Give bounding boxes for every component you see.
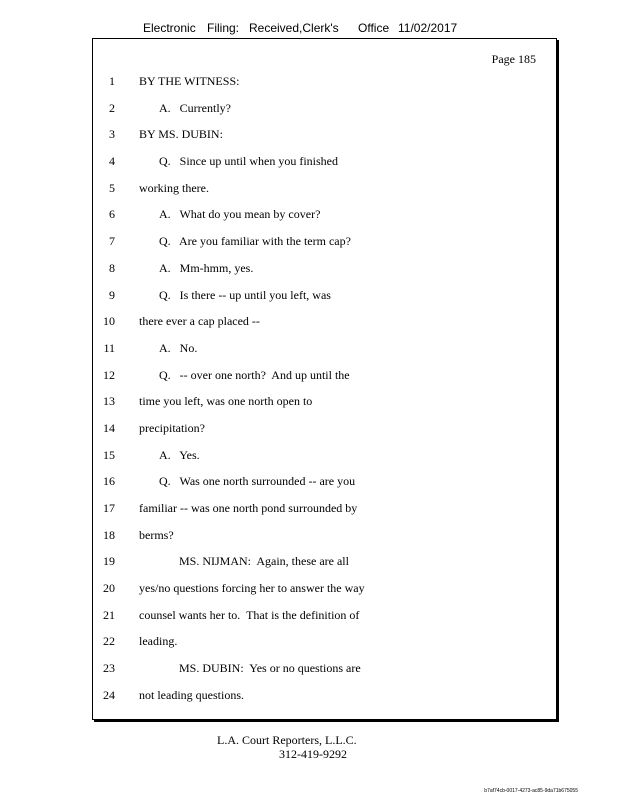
line-text: A. Yes. (159, 447, 200, 462)
line-text: BY MS. DUBIN: (139, 127, 223, 142)
transcript-line (93, 527, 556, 554)
line-number: 15 (103, 447, 115, 462)
line-text: time you left, was one north open to (139, 394, 313, 409)
line-number: 6 (109, 207, 115, 222)
transcript-line (93, 420, 556, 447)
transcript-line (93, 500, 556, 527)
line-text: familiar -- was one north pond surrounded by (139, 501, 358, 515)
line-number: 10 (103, 314, 115, 329)
transcript-line (93, 313, 556, 340)
line-number: 13 (103, 394, 115, 409)
line-text: there ever a cap placed -- (139, 314, 260, 329)
line-text: working there. (139, 180, 209, 195)
line-text: yes/no questions forcing her to answer the way (139, 581, 365, 596)
transcript-line (93, 180, 556, 207)
line-text: Q. Are you familiar with the term cap? (159, 234, 351, 249)
transcript-line (93, 206, 556, 233)
header-word-electronic: Electronic (143, 21, 196, 35)
line-number: 9 (109, 287, 115, 302)
transcript-lines (93, 73, 556, 714)
line-text: precipitation? (139, 420, 205, 435)
header-word-office: Office (358, 21, 390, 35)
line-number: 5 (109, 180, 115, 195)
line-number: 23 (103, 661, 115, 676)
line-text: not leading questions. (139, 687, 244, 702)
transcript-line (93, 473, 556, 500)
transcript-line (93, 367, 556, 394)
line-number: 4 (109, 154, 115, 169)
transcript-line (93, 447, 556, 474)
line-text: leading. (139, 634, 178, 649)
header-date: 11/02/2017 (398, 21, 458, 35)
transcript-line (93, 100, 556, 127)
transcript-line (93, 393, 556, 420)
line-number: 7 (109, 234, 115, 249)
transcript-line (93, 233, 556, 260)
transcript-line (93, 153, 556, 180)
page-number: Page 185 (491, 52, 536, 66)
line-text: berms? (139, 527, 174, 542)
line-text: counsel wants her to. That is the definition of (139, 607, 360, 622)
line-number: 16 (103, 474, 115, 489)
footer-phone: 312-419-9292 (279, 747, 347, 761)
transcript-page (92, 38, 557, 720)
transcript-line (93, 73, 556, 100)
line-number: 3 (109, 127, 115, 142)
line-text: A. Currently? (159, 100, 231, 115)
line-number: 18 (103, 527, 115, 542)
filing-header (0, 21, 618, 37)
transcript-line (93, 553, 556, 580)
line-text: MS. NIJMAN: Again, these are all (179, 554, 349, 569)
line-text: Q. Was one north surrounded -- are you (159, 474, 356, 489)
header-word-filing: Filing: (207, 21, 240, 35)
line-text: Q. Is there -- up until you left, was (159, 287, 331, 302)
line-number: 11 (103, 340, 115, 355)
transcript-line (93, 260, 556, 287)
transcript-line (93, 126, 556, 153)
transcript-line (93, 660, 556, 687)
line-text: Q. -- over one north? And up until the (159, 367, 350, 382)
line-text: A. What do you mean by cover? (159, 207, 321, 222)
transcript-line (93, 607, 556, 634)
transcript-line (93, 340, 556, 367)
line-number: 17 (103, 501, 115, 515)
document-hash: b7af74cb-0017-4273-ac85-9da71b675055 (484, 788, 578, 794)
line-number: 1 (109, 74, 115, 88)
line-number: 19 (103, 554, 115, 569)
line-text: A. Mm-hmm, yes. (159, 260, 254, 275)
line-number: 24 (103, 687, 115, 702)
line-number: 14 (103, 420, 115, 435)
line-number: 8 (109, 260, 115, 275)
transcript-line (93, 633, 556, 660)
line-text: BY THE WITNESS: (139, 74, 240, 88)
footer-company: L.A. Court Reporters, L.L.C. (217, 733, 357, 747)
line-number: 22 (103, 634, 115, 649)
transcript-line (93, 580, 556, 607)
line-number: 21 (103, 607, 115, 622)
header-word-received: Received,Clerk's (249, 21, 339, 35)
line-number: 2 (109, 100, 115, 115)
transcript-line (93, 687, 556, 714)
line-text: Q. Since up until when you finished (159, 154, 338, 169)
line-text: A. No. (159, 340, 198, 355)
line-number: 12 (103, 367, 115, 382)
line-number: 20 (103, 581, 115, 596)
transcript-line (93, 287, 556, 314)
line-text: MS. DUBIN: Yes or no questions are (179, 661, 361, 676)
